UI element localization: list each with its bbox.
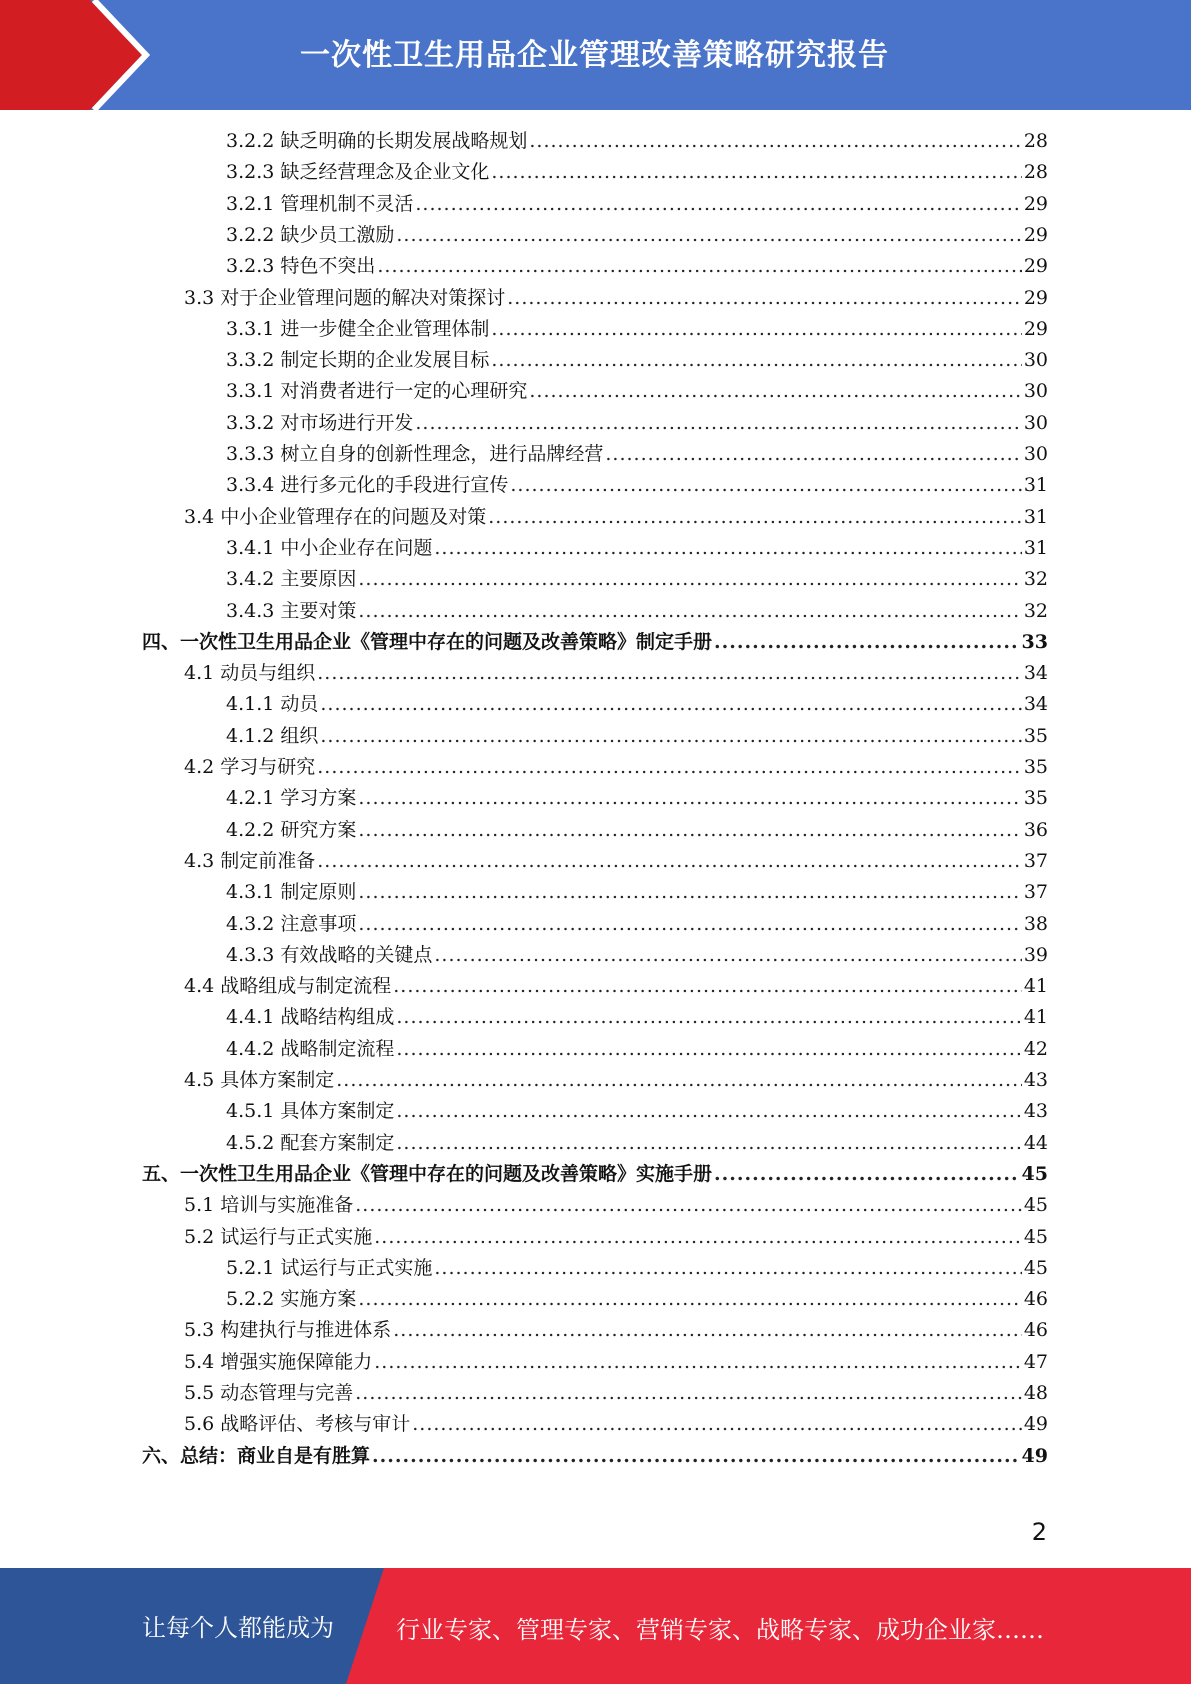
- toc-entry-title: 3.3 对于企业管理问题的解决对策探讨: [184, 286, 506, 309]
- toc-dot-leader: [355, 1378, 1022, 1409]
- toc-entry-title: 4.2.1 学习方案: [226, 787, 357, 810]
- toc-entry[interactable]: [142, 1441, 1048, 1472]
- toc-entry-title: 六、总结：商业自是有胜算: [142, 1444, 371, 1467]
- toc-entry[interactable]: [226, 596, 1048, 627]
- toc-dot-leader: [317, 752, 1022, 783]
- toc-entry[interactable]: [226, 126, 1048, 157]
- toc-entry[interactable]: [184, 1222, 1048, 1253]
- toc-dot-leader: [393, 971, 1022, 1002]
- toc-entry-page: 43: [1023, 1100, 1048, 1123]
- toc-dot-leader: [714, 1159, 1020, 1190]
- toc-entry-page: 49: [1023, 1413, 1048, 1436]
- toc-entry-title: 3.3.1 对消费者进行一定的心理研究: [226, 380, 528, 403]
- toc-entry-title: 4.1 动员与组织: [184, 662, 316, 685]
- toc-entry[interactable]: [226, 470, 1048, 501]
- page-header: [0, 0, 1191, 110]
- toc-entry-title: 五、一次性卫生用品企业《管理中存在的问题及改善策略》实施手册: [142, 1162, 713, 1185]
- toc-entry-title: 5.1 培训与实施准备: [184, 1194, 354, 1217]
- page-number: 2: [1031, 1518, 1047, 1546]
- toc-entry[interactable]: [226, 564, 1048, 595]
- toc-entry[interactable]: [184, 752, 1048, 783]
- toc-entry-title: 4.2 学习与研究: [184, 756, 316, 778]
- toc-dot-leader: [434, 533, 1021, 564]
- toc-entry-page: 37: [1023, 849, 1048, 872]
- toc-entry[interactable]: [184, 1315, 1048, 1346]
- toc-entry-page: 30: [1023, 443, 1048, 465]
- toc-entry-title: 4.4.1 战略结构组成: [226, 1006, 395, 1029]
- toc-dot-leader: [714, 627, 1020, 658]
- toc-dot-leader: [396, 1002, 1021, 1033]
- toc-dot-leader: [529, 376, 1021, 407]
- toc-entry-title: 5.5 动态管理与完善: [184, 1382, 354, 1404]
- toc-dot-leader: [488, 502, 1022, 533]
- toc-entry-page: 41: [1023, 975, 1048, 998]
- toc-entry-page: 45: [1023, 1256, 1048, 1279]
- toc-entry[interactable]: [142, 627, 1048, 658]
- toc-entry-page: 34: [1023, 693, 1048, 716]
- toc-entry-page: 29: [1023, 192, 1048, 215]
- toc-entry[interactable]: [184, 502, 1048, 533]
- toc-entry-page: 31: [1023, 505, 1048, 528]
- toc-dot-leader: [415, 189, 1021, 220]
- toc-entry-page: 44: [1023, 1131, 1048, 1154]
- toc-entry-title: 5.2.2 实施方案: [226, 1288, 357, 1311]
- toc-dot-leader: [358, 815, 1021, 846]
- toc-entry-title: 3.3.4 进行多元化的手段进行宣传: [226, 474, 509, 497]
- toc-dot-leader: [336, 1065, 1022, 1096]
- toc-entry[interactable]: [226, 408, 1048, 439]
- toc-entry-page: 49: [1021, 1444, 1048, 1467]
- toc-entry[interactable]: [226, 220, 1048, 251]
- toc-entry[interactable]: [226, 439, 1048, 470]
- toc-entry[interactable]: [226, 345, 1048, 376]
- toc-entry-page: 45: [1023, 1225, 1048, 1248]
- toc-entry-title: 5.4 增强实施保障能力: [184, 1350, 373, 1373]
- toc-entry[interactable]: [226, 1002, 1048, 1033]
- toc-entry-title: 5.3 构建执行与推进体系: [184, 1319, 392, 1342]
- toc-dot-leader: [374, 1222, 1022, 1253]
- toc-entry-title: 4.2.2 研究方案: [226, 818, 357, 841]
- report-title: 一次性卫生用品企业管理改善策略研究报告: [300, 38, 889, 73]
- toc-entry-title: 4.4.2 战略制定流程: [226, 1037, 395, 1060]
- toc-entry[interactable]: [184, 1378, 1048, 1409]
- toc-entry-page: 35: [1023, 724, 1048, 747]
- toc-entry-title: 4.5.2 配套方案制定: [226, 1131, 395, 1154]
- toc-entry[interactable]: [226, 815, 1048, 846]
- toc-entry-page: 47: [1023, 1350, 1048, 1373]
- toc-entry-title: 4.3.1 制定原则: [226, 881, 357, 904]
- toc-entry-title: 3.2.2 缺乏明确的长期发展战略规划: [226, 130, 528, 152]
- toc-entry-page: 48: [1023, 1382, 1048, 1404]
- toc-dot-leader: [317, 846, 1022, 877]
- toc-entry[interactable]: [226, 909, 1048, 940]
- toc-dot-leader: [491, 345, 1021, 376]
- footer-slogan-right: 行业专家、管理专家、营销专家、战略专家、成功企业家……: [396, 1616, 1044, 1644]
- toc-entry-page: 35: [1023, 787, 1048, 810]
- toc-entry-title: 4.5.1 具体方案制定: [226, 1100, 395, 1123]
- toc-entry-title: 3.2.2 缺少员工激励: [226, 223, 395, 246]
- toc-entry[interactable]: [184, 658, 1048, 689]
- toc-entry-page: 29: [1023, 255, 1048, 278]
- footer-slogan-left: 让每个人都能成为: [142, 1614, 334, 1642]
- toc-entry-page: 41: [1023, 1006, 1048, 1029]
- toc-entry-page: 35: [1023, 756, 1048, 778]
- toc-entry[interactable]: [226, 157, 1048, 188]
- toc-dot-leader: [358, 596, 1021, 627]
- toc-entry-page: 43: [1023, 1069, 1048, 1091]
- header-red-arrow-decoration: [0, 0, 150, 110]
- toc-entry-page: 42: [1023, 1037, 1048, 1060]
- toc-entry[interactable]: [142, 1159, 1048, 1190]
- toc-entry-page: 30: [1023, 349, 1048, 372]
- toc-entry-title: 3.4 中小企业管理存在的问题及对策: [184, 505, 487, 528]
- toc-entry-title: 3.4.3 主要对策: [226, 599, 357, 622]
- toc-dot-leader: [396, 220, 1021, 251]
- toc-entry-page: 45: [1023, 1194, 1048, 1217]
- toc-entry[interactable]: [184, 1190, 1048, 1221]
- toc-dot-leader: [396, 1128, 1021, 1159]
- toc-entry-title: 5.2.1 试运行与正式实施: [226, 1256, 433, 1279]
- toc-entry-page: 32: [1023, 568, 1048, 591]
- toc-dot-leader: [374, 1347, 1022, 1378]
- toc-entry[interactable]: [226, 1096, 1048, 1127]
- toc-entry-title: 4.1.2 组织: [226, 724, 319, 747]
- toc-entry-page: 29: [1023, 223, 1048, 246]
- toc-dot-leader: [415, 408, 1021, 439]
- toc-entry-title: 四、一次性卫生用品企业《管理中存在的问题及改善策略》制定手册: [142, 630, 713, 653]
- toc-dot-leader: [358, 564, 1021, 595]
- toc-dot-leader: [317, 658, 1022, 689]
- toc-entry[interactable]: [184, 971, 1048, 1002]
- toc-dot-leader: [412, 1409, 1022, 1440]
- toc-entry[interactable]: [226, 1128, 1048, 1159]
- toc-entry-page: 46: [1023, 1319, 1048, 1342]
- toc-entry[interactable]: [184, 1409, 1048, 1440]
- toc-entry[interactable]: [226, 1034, 1048, 1065]
- toc-dot-leader: [491, 314, 1021, 345]
- toc-entry-page: 30: [1023, 411, 1048, 434]
- toc-dot-leader: [434, 940, 1021, 971]
- toc-dot-leader: [358, 1284, 1021, 1315]
- toc-dot-leader: [358, 783, 1021, 814]
- toc-entry-title: 4.4 战略组成与制定流程: [184, 975, 392, 998]
- toc-entry[interactable]: [226, 689, 1048, 720]
- toc-entry[interactable]: [226, 533, 1048, 564]
- toc-entry-page: 30: [1023, 380, 1048, 403]
- toc-entry[interactable]: [226, 783, 1048, 814]
- toc-dot-leader: [320, 689, 1021, 720]
- toc-entry[interactable]: [184, 283, 1048, 314]
- toc-dot-leader: [605, 439, 1021, 470]
- toc-dot-leader: [355, 1190, 1022, 1221]
- page-footer: [0, 1568, 1191, 1684]
- toc-dot-leader: [396, 1096, 1021, 1127]
- toc-entry[interactable]: [184, 1347, 1048, 1378]
- toc-dot-leader: [491, 157, 1021, 188]
- toc-entry[interactable]: [226, 314, 1048, 345]
- toc-dot-leader: [358, 877, 1021, 908]
- toc-dot-leader: [372, 1441, 1020, 1472]
- toc-entry-page: 28: [1023, 161, 1048, 184]
- toc-entry-page: 31: [1023, 536, 1048, 559]
- toc-entry-page: 36: [1023, 818, 1048, 841]
- toc-entry[interactable]: [226, 189, 1048, 220]
- toc-entry-title: 5.6 战略评估、考核与审计: [184, 1413, 411, 1436]
- toc-entry-page: 33: [1021, 630, 1048, 653]
- toc-entry[interactable]: [226, 251, 1048, 282]
- toc-entry-title: 4.3.2 注意事项: [226, 912, 357, 935]
- toc-entry-page: 29: [1023, 286, 1048, 309]
- toc-entry-page: 28: [1023, 130, 1048, 152]
- toc-entry-title: 3.4.2 主要原因: [226, 568, 357, 591]
- toc-entry[interactable]: [226, 940, 1048, 971]
- toc-dot-leader: [396, 1034, 1021, 1065]
- toc-entry-page: 31: [1023, 474, 1048, 497]
- toc-entry-title: 3.4.1 中小企业存在问题: [226, 536, 433, 559]
- toc-dot-leader: [434, 1253, 1021, 1284]
- toc-dot-leader: [320, 721, 1021, 752]
- toc-entry-page: 34: [1023, 662, 1048, 685]
- toc-entry[interactable]: [226, 721, 1048, 752]
- toc-entry-title: 3.3.2 对市场进行开发: [226, 411, 414, 434]
- toc-entry-title: 3.3.1 进一步健全企业管理体制: [226, 317, 490, 340]
- toc-entry-title: 4.3.3 有效战略的关键点: [226, 943, 433, 966]
- toc-entry-title: 3.2.1 管理机制不灵活: [226, 192, 414, 215]
- toc-dot-leader: [507, 283, 1022, 314]
- toc-entry[interactable]: [226, 1284, 1048, 1315]
- toc-dot-leader: [529, 126, 1021, 157]
- toc-entry-title: 4.3 制定前准备: [184, 849, 316, 872]
- toc-entry-page: 29: [1023, 317, 1048, 340]
- toc-entry[interactable]: [226, 877, 1048, 908]
- toc-dot-leader: [510, 470, 1021, 501]
- toc-dot-leader: [358, 909, 1021, 940]
- toc-entry-title: 3.2.3 特色不突出: [226, 255, 376, 278]
- toc-entry[interactable]: [184, 1065, 1048, 1096]
- toc-entry[interactable]: [226, 1253, 1048, 1284]
- toc-entry-title: 3.3.3 树立自身的创新性理念，进行品牌经营: [226, 443, 604, 465]
- toc-entry[interactable]: [184, 846, 1048, 877]
- toc-dot-leader: [393, 1315, 1022, 1346]
- toc-entry-page: 38: [1023, 912, 1048, 935]
- toc-entry-title: 5.2 试运行与正式实施: [184, 1225, 373, 1248]
- toc-entry-title: 3.2.3 缺乏经营理念及企业文化: [226, 161, 490, 184]
- toc-entry-title: 3.3.2 制定长期的企业发展目标: [226, 349, 490, 372]
- toc-entry-page: 46: [1023, 1288, 1048, 1311]
- toc-entry-page: 45: [1021, 1162, 1048, 1185]
- toc-entry-title: 4.5 具体方案制定: [184, 1069, 335, 1091]
- toc-entry[interactable]: [226, 376, 1048, 407]
- toc-entry-title: 4.1.1 动员: [226, 693, 319, 716]
- toc-entry-page: 37: [1023, 881, 1048, 904]
- toc-entry-page: 32: [1023, 599, 1048, 622]
- toc-dot-leader: [377, 251, 1021, 282]
- toc-entry-page: 39: [1023, 943, 1048, 966]
